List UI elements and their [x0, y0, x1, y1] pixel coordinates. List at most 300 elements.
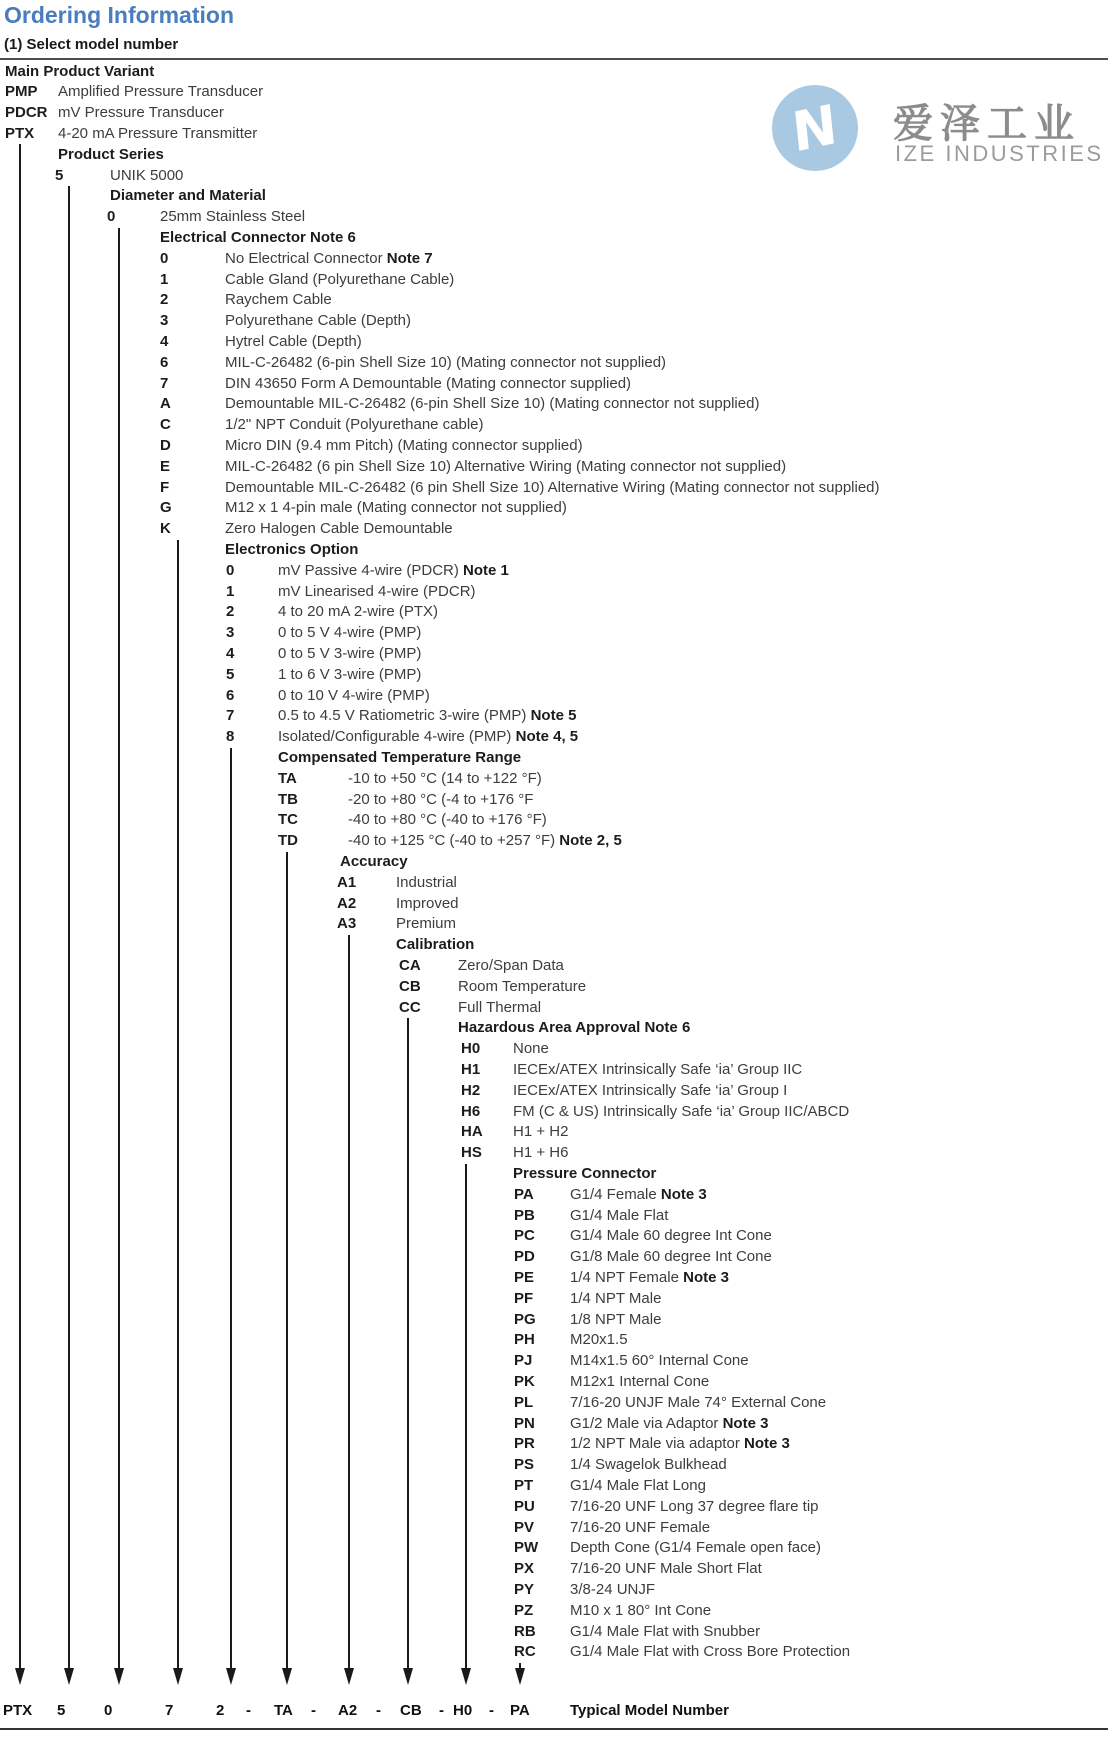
option-description-text: None [513, 1040, 549, 1058]
option-code: RC [514, 1643, 536, 1661]
option-row-pressure-connector-RC [0, 1641, 1108, 1662]
option-description [160, 206, 305, 227]
option-code: PR [514, 1435, 535, 1453]
option-description [278, 560, 509, 581]
option-description-text: FM (C & US) Intrinsically Safe ‘ia’ Group IIC/ABCD [513, 1102, 850, 1120]
option-description-text: Industrial [396, 873, 457, 891]
option-description-text: Isolated/Configurable 4-wire (PMP) [278, 728, 516, 746]
option-code: TD [278, 832, 298, 850]
model-number-part: - [489, 1701, 494, 1719]
option-description [570, 1537, 821, 1558]
logo-text-chinese: 爱泽工业 [893, 102, 1081, 146]
option-description-text: No Electrical Connector [225, 249, 387, 267]
option-description [278, 705, 576, 726]
option-description-text: M12x1 Internal Cone [570, 1372, 710, 1390]
flow-arrow-hazardous-area-approval [461, 1668, 471, 1685]
option-row-electronics-option-0 [0, 560, 1108, 581]
option-code: A2 [337, 894, 357, 912]
option-description [58, 81, 263, 102]
option-description-text: 4 to 20 mA 2-wire (PTX) [278, 603, 439, 621]
model-number-part: 7 [165, 1701, 174, 1719]
option-description [225, 310, 411, 331]
option-row-electrical-connector-4 [0, 331, 1108, 352]
option-description-text: 3/8-24 UNJF [570, 1580, 656, 1598]
option-description [570, 1600, 711, 1621]
option-description-text: G1/4 Male Flat with Snubber [570, 1622, 761, 1640]
option-code: PZ [514, 1601, 534, 1619]
option-code: A3 [337, 915, 357, 933]
option-description [225, 456, 786, 477]
option-description [513, 1142, 568, 1163]
option-description-text: M10 x 1 80° Int Cone [570, 1601, 712, 1619]
option-description [570, 1392, 826, 1413]
option-description-text: H1 + H6 [513, 1144, 569, 1162]
option-description [225, 289, 332, 310]
option-description [570, 1309, 661, 1330]
model-number-part: A2 [338, 1701, 358, 1719]
option-description-text: Raychem Cable [225, 291, 332, 309]
option-code: PK [514, 1372, 535, 1390]
option-code: HA [461, 1123, 483, 1141]
option-description [570, 1641, 850, 1662]
model-number-part: PA [510, 1701, 530, 1719]
option-code: 0 [160, 249, 169, 267]
option-description-text: Full Thermal [458, 998, 542, 1016]
option-row-pressure-connector-PL [0, 1392, 1108, 1413]
option-description [570, 1267, 729, 1288]
option-row-electronics-option-5 [0, 664, 1108, 685]
option-code: PX [514, 1560, 535, 1578]
option-description [110, 165, 183, 186]
option-row-accuracy-A2 [0, 893, 1108, 914]
option-description [513, 1038, 549, 1059]
option-description [570, 1205, 668, 1226]
option-row-hazardous-area-approval-H1 [0, 1059, 1108, 1080]
option-description [225, 477, 880, 498]
option-description-text: -40 to +80 °C (-40 to +176 °F) [348, 811, 547, 829]
option-description-text: -20 to +80 °C (-4 to +176 °F [348, 790, 534, 808]
option-description-text: 7/16-20 UNF Male Short Flat [570, 1560, 762, 1578]
option-row-electrical-connector-G [0, 497, 1108, 518]
option-row-pressure-connector-PJ [0, 1350, 1108, 1371]
option-note: Note 1 [463, 561, 509, 579]
option-description [225, 352, 666, 373]
option-row-pressure-connector-PW [0, 1537, 1108, 1558]
option-description-text: DIN 43650 Form A Demountable (Mating connector supplied) [225, 374, 632, 392]
option-row-pressure-connector-PZ [0, 1600, 1108, 1621]
option-code: D [160, 436, 171, 454]
option-code: 6 [226, 686, 235, 704]
option-description [513, 1101, 849, 1122]
option-code: 0 [226, 561, 235, 579]
option-code: 3 [160, 312, 169, 330]
section-header-electronics-option: Electronics Option [225, 540, 359, 558]
option-description [278, 685, 430, 706]
option-code: C [160, 416, 171, 434]
option-code: 3 [226, 624, 235, 642]
option-row-electrical-connector-E [0, 456, 1108, 477]
option-code: PV [514, 1518, 535, 1536]
option-row-electronics-option-1 [0, 581, 1108, 602]
option-row-electrical-connector-1 [0, 269, 1108, 290]
option-code: PT [514, 1476, 534, 1494]
option-row-pressure-connector-PN [0, 1413, 1108, 1434]
top-divider [0, 58, 1108, 60]
model-number-part: CB [400, 1701, 422, 1719]
option-code: K [160, 520, 171, 538]
option-code: 4 [226, 644, 235, 662]
option-description [58, 102, 224, 123]
option-description [458, 976, 586, 997]
option-description [513, 1121, 568, 1142]
ize-logo-monogram-icon: N [789, 91, 841, 165]
option-description [570, 1225, 772, 1246]
option-code: 0 [107, 208, 116, 226]
option-code: H0 [461, 1040, 481, 1058]
option-description-text: 1 to 6 V 3-wire (PMP) [278, 665, 422, 683]
option-description-text: mV Linearised 4-wire (PDCR) [278, 582, 476, 600]
option-description-text: Demountable MIL-C-26482 (6-pin Shell Size 10) (Mating connector not supplied) [225, 395, 760, 413]
option-note: Note 3 [683, 1268, 729, 1286]
option-code: HS [461, 1144, 482, 1162]
option-description-text: Amplified Pressure Transducer [58, 83, 264, 101]
option-description-text: M20x1.5 [570, 1331, 628, 1349]
option-description [570, 1371, 709, 1392]
option-description [278, 643, 421, 664]
option-row-pressure-connector-PX [0, 1558, 1108, 1579]
option-description-text: 1/8 NPT Male [570, 1310, 662, 1328]
option-row-electronics-option-7 [0, 705, 1108, 726]
model-number-part: 0 [104, 1701, 113, 1719]
section-header-diameter-and-material: Diameter and Material [110, 187, 266, 205]
option-row-compensated-temperature-range-TD [0, 830, 1108, 851]
option-row-electrical-connector-K [0, 518, 1108, 539]
option-row-pressure-connector-PU [0, 1496, 1108, 1517]
option-code: 1 [226, 582, 235, 600]
option-description [225, 269, 454, 290]
option-description [570, 1350, 749, 1371]
model-number-part: - [439, 1701, 444, 1719]
section-header-main-product-variant: Main Product Variant [5, 62, 155, 80]
option-row-electronics-option-2 [0, 601, 1108, 622]
option-description-text: 0 to 5 V 4-wire (PMP) [278, 624, 422, 642]
option-description [278, 664, 421, 685]
option-description-text: mV Pressure Transducer [58, 104, 224, 122]
option-code: 2 [226, 603, 235, 621]
option-code: PE [514, 1268, 535, 1286]
option-code: TA [278, 769, 297, 787]
option-description [570, 1496, 819, 1517]
option-description [570, 1558, 762, 1579]
option-description-text: G1/4 Male Flat [570, 1206, 669, 1224]
flow-arrow-accuracy [344, 1668, 354, 1685]
option-description-text: Improved [396, 894, 459, 912]
option-code: F [160, 478, 170, 496]
option-description-text: 0 to 5 V 3-wire (PMP) [278, 644, 422, 662]
option-description-text: 7/16-20 UNF Long 37 degree flare tip [570, 1497, 819, 1515]
option-code: 8 [226, 728, 235, 746]
option-description [570, 1621, 760, 1642]
option-row-compensated-temperature-range-TC [0, 809, 1108, 830]
option-description [225, 435, 583, 456]
option-row-pressure-connector-PC [0, 1225, 1108, 1246]
model-number-part: - [376, 1701, 381, 1719]
option-description-text: Demountable MIL-C-26482 (6 pin Shell Size 10) Alternative Wiring (Mating connector not supplied) [225, 478, 880, 496]
option-description-text: Micro DIN (9.4 mm Pitch) (Mating connector supplied) [225, 436, 583, 454]
option-description [570, 1288, 661, 1309]
model-number-part: 5 [57, 1701, 66, 1719]
option-description [570, 1184, 707, 1205]
option-note: Note 2, 5 [559, 832, 622, 850]
option-description [348, 768, 542, 789]
option-code: PTX [5, 124, 35, 142]
section-header-compensated-temperature-range: Compensated Temperature Range [278, 748, 522, 766]
option-description-text: UNIK 5000 [110, 166, 184, 184]
option-code: 5 [226, 665, 235, 683]
model-number-part: TA [274, 1701, 293, 1719]
option-code: PJ [514, 1352, 533, 1370]
option-row-pressure-connector-PG [0, 1309, 1108, 1330]
option-row-pressure-connector-PA [0, 1184, 1108, 1205]
option-description [458, 997, 541, 1018]
option-row-electrical-connector-C [0, 414, 1108, 435]
option-code: PL [514, 1393, 534, 1411]
option-row-pressure-connector-PF [0, 1288, 1108, 1309]
option-description [570, 1433, 790, 1454]
option-code: TB [278, 790, 298, 808]
option-code: A [160, 395, 171, 413]
option-description-text: Premium [396, 915, 457, 933]
option-row-electronics-option-3 [0, 622, 1108, 643]
typical-model-number-label: Typical Model Number [570, 1701, 729, 1719]
option-row-electrical-connector-0 [0, 248, 1108, 269]
option-row-pressure-connector-PK [0, 1371, 1108, 1392]
option-code: 6 [160, 353, 169, 371]
option-code: PH [514, 1331, 535, 1349]
option-description-text: 0 to 10 V 4-wire (PMP) [278, 686, 430, 704]
option-code: PA [514, 1185, 534, 1203]
option-description-text: 1/4 NPT Male [570, 1289, 662, 1307]
option-description [225, 331, 362, 352]
flow-arrow-calibration [403, 1668, 413, 1685]
option-code: E [160, 457, 171, 475]
flow-arrow-main-product-variant [15, 1668, 25, 1685]
option-row-hazardous-area-approval-HA [0, 1121, 1108, 1142]
logo-text-english: IZE INDUSTRIES [895, 141, 1104, 166]
option-row-compensated-temperature-range-TB [0, 789, 1108, 810]
option-description [570, 1454, 727, 1475]
option-row-hazardous-area-approval-HS [0, 1142, 1108, 1163]
option-description-text: IECEx/ATEX Intrinsically Safe ‘ia’ Group IIC [513, 1060, 803, 1078]
option-row-electrical-connector-F [0, 477, 1108, 498]
option-row-pressure-connector-PR [0, 1433, 1108, 1454]
option-description-text: G1/8 Male 60 degree Int Cone [570, 1248, 772, 1266]
option-description-text: 4-20 mA Pressure Transmitter [58, 124, 258, 142]
option-row-compensated-temperature-range-TA [0, 768, 1108, 789]
option-code: PG [514, 1310, 536, 1328]
option-description-text: G1/4 Male Flat with Cross Bore Protection [570, 1643, 851, 1661]
option-row-pressure-connector-PD [0, 1246, 1108, 1267]
option-description [225, 497, 567, 518]
option-code: PB [514, 1206, 535, 1224]
option-row-electrical-connector-A [0, 393, 1108, 414]
option-description-text: 7/16-20 UNJF Male 74° External Cone [570, 1393, 827, 1411]
option-row-electrical-connector-3 [0, 310, 1108, 331]
option-description [570, 1475, 706, 1496]
option-row-hazardous-area-approval-H0 [0, 1038, 1108, 1059]
option-description-text: -40 to +125 °C (-40 to +257 °F) [348, 832, 560, 850]
option-row-pressure-connector-RB [0, 1621, 1108, 1642]
option-description [225, 393, 759, 414]
option-description [348, 809, 547, 830]
option-code: 1 [160, 270, 169, 288]
option-row-hazardous-area-approval-H2 [0, 1080, 1108, 1101]
option-row-hazardous-area-approval-H6 [0, 1101, 1108, 1122]
option-description [278, 581, 476, 602]
flow-arrow-electrical-connector [173, 1668, 183, 1685]
model-number-part: 2 [216, 1701, 225, 1719]
model-number-part: PTX [3, 1701, 33, 1719]
option-description-text: H1 + H2 [513, 1123, 569, 1141]
option-description [278, 726, 578, 747]
option-code: PMP [5, 83, 38, 101]
option-description [278, 601, 438, 622]
option-description [570, 1329, 628, 1350]
option-code: 5 [55, 166, 64, 184]
option-row-main-product-variant-PTX [0, 123, 1108, 144]
option-description [58, 123, 257, 144]
option-code: H1 [461, 1060, 481, 1078]
option-description-text: Polyurethane Cable (Depth) [225, 312, 411, 330]
option-description-text: MIL-C-26482 (6 pin Shell Size 10) Alternative Wiring (Mating connector not supplied) [225, 457, 787, 475]
option-description-text: 0.5 to 4.5 V Ratiometric 3-wire (PMP) [278, 707, 531, 725]
option-description [513, 1080, 787, 1101]
option-row-main-product-variant-PDCR [0, 102, 1108, 123]
option-description-text: G1/2 Male via Adaptor [570, 1414, 723, 1432]
option-row-pressure-connector-PB [0, 1205, 1108, 1226]
bottom-divider [0, 1728, 1108, 1730]
option-row-electrical-connector-D [0, 435, 1108, 456]
option-code: H6 [461, 1102, 481, 1120]
option-code: CA [399, 956, 421, 974]
option-code: 2 [160, 291, 169, 309]
option-row-pressure-connector-PE [0, 1267, 1108, 1288]
option-row-electrical-connector-6 [0, 352, 1108, 373]
option-code: PDCR [5, 104, 48, 122]
page-title: Ordering Information [4, 2, 234, 28]
option-code: A1 [337, 873, 357, 891]
option-description-text: M12 x 1 4-pin male (Mating connector not supplied) [225, 499, 567, 517]
option-row-calibration-CA [0, 955, 1108, 976]
option-code: PU [514, 1497, 535, 1515]
option-code: 7 [226, 707, 235, 725]
option-description-text: Depth Cone (G1/4 Female open face) [570, 1539, 821, 1557]
option-description-text: M14x1.5 60° Internal Cone [570, 1352, 749, 1370]
section-header-product-series: Product Series [58, 145, 164, 163]
option-description-text: G1/4 Male 60 degree Int Cone [570, 1227, 772, 1245]
option-description [570, 1517, 710, 1538]
model-number-part: H0 [453, 1701, 473, 1719]
flow-arrow-diameter-and-material [114, 1668, 124, 1685]
option-code: 7 [160, 374, 169, 392]
option-row-main-product-variant-PMP [0, 81, 1108, 102]
option-description [278, 622, 421, 643]
option-note: Note 3 [660, 1185, 707, 1203]
option-code: CB [399, 977, 421, 995]
option-row-accuracy-A3 [0, 913, 1108, 934]
flow-arrow-compensated-temperature-range [282, 1668, 292, 1685]
option-code: RB [514, 1622, 536, 1640]
option-description [225, 518, 453, 539]
option-row-calibration-CB [0, 976, 1108, 997]
option-code: 4 [160, 332, 169, 350]
option-description [458, 955, 564, 976]
option-code: CC [399, 998, 421, 1016]
option-description [570, 1579, 655, 1600]
option-row-pressure-connector-PV [0, 1517, 1108, 1538]
option-code: PW [514, 1539, 539, 1557]
option-description-text: Zero Halogen Cable Demountable [225, 520, 453, 538]
option-code: PN [514, 1414, 535, 1432]
option-description-text: IECEx/ATEX Intrinsically Safe ‘ia’ Group I [513, 1081, 788, 1099]
page-subtitle: (1) Select model number [4, 36, 179, 53]
option-description-text: 1/2 NPT Male via adaptor [570, 1435, 744, 1453]
option-code: PF [514, 1289, 534, 1307]
option-code: PS [514, 1456, 535, 1474]
option-row-accuracy-A1 [0, 872, 1108, 893]
option-row-calibration-CC [0, 997, 1108, 1018]
option-description-text: mV Passive 4-wire (PDCR) [278, 561, 464, 579]
option-description-text: G1/4 Male Flat Long [570, 1476, 706, 1494]
option-description [225, 414, 484, 435]
option-note: Note 3 [722, 1414, 769, 1432]
option-row-product-series-5 [0, 165, 1108, 186]
model-number-part: - [246, 1701, 251, 1719]
option-description-text: MIL-C-26482 (6-pin Shell Size 10) (Mating connector not supplied) [225, 353, 667, 371]
option-code: PC [514, 1227, 535, 1245]
option-row-pressure-connector-PT [0, 1475, 1108, 1496]
section-header-accuracy: Accuracy [340, 852, 408, 870]
option-description-text: 25mm Stainless Steel [160, 208, 306, 226]
option-note: Note 7 [386, 249, 433, 267]
option-description-text: 1/4 Swagelok Bulkhead [570, 1456, 727, 1474]
option-description-text: Hytrel Cable (Depth) [225, 332, 362, 350]
option-description [396, 872, 457, 893]
option-description [396, 913, 456, 934]
flow-arrow-electronics-option [226, 1668, 236, 1685]
option-row-pressure-connector-PS [0, 1454, 1108, 1475]
option-row-pressure-connector-PY [0, 1579, 1108, 1600]
section-header-pressure-connector: Pressure Connector [513, 1164, 657, 1182]
option-row-electronics-option-6 [0, 685, 1108, 706]
option-description [348, 789, 533, 810]
option-row-electronics-option-4 [0, 643, 1108, 664]
option-description [513, 1059, 802, 1080]
option-description [348, 830, 622, 851]
option-code: PD [514, 1248, 535, 1266]
option-row-pressure-connector-PH [0, 1329, 1108, 1350]
option-code: H2 [461, 1081, 481, 1099]
option-description [570, 1413, 768, 1434]
option-description-text: 1/4 NPT Female [570, 1268, 684, 1286]
option-description-text: Zero/Span Data [458, 956, 564, 974]
option-description [225, 373, 631, 394]
model-number-part: - [311, 1701, 316, 1719]
option-description-text: Room Temperature [458, 977, 587, 995]
section-header-electrical-connector: Electrical Connector Note 6 [160, 228, 356, 246]
flow-arrow-product-series [64, 1668, 74, 1685]
option-note: Note 3 [743, 1435, 790, 1453]
